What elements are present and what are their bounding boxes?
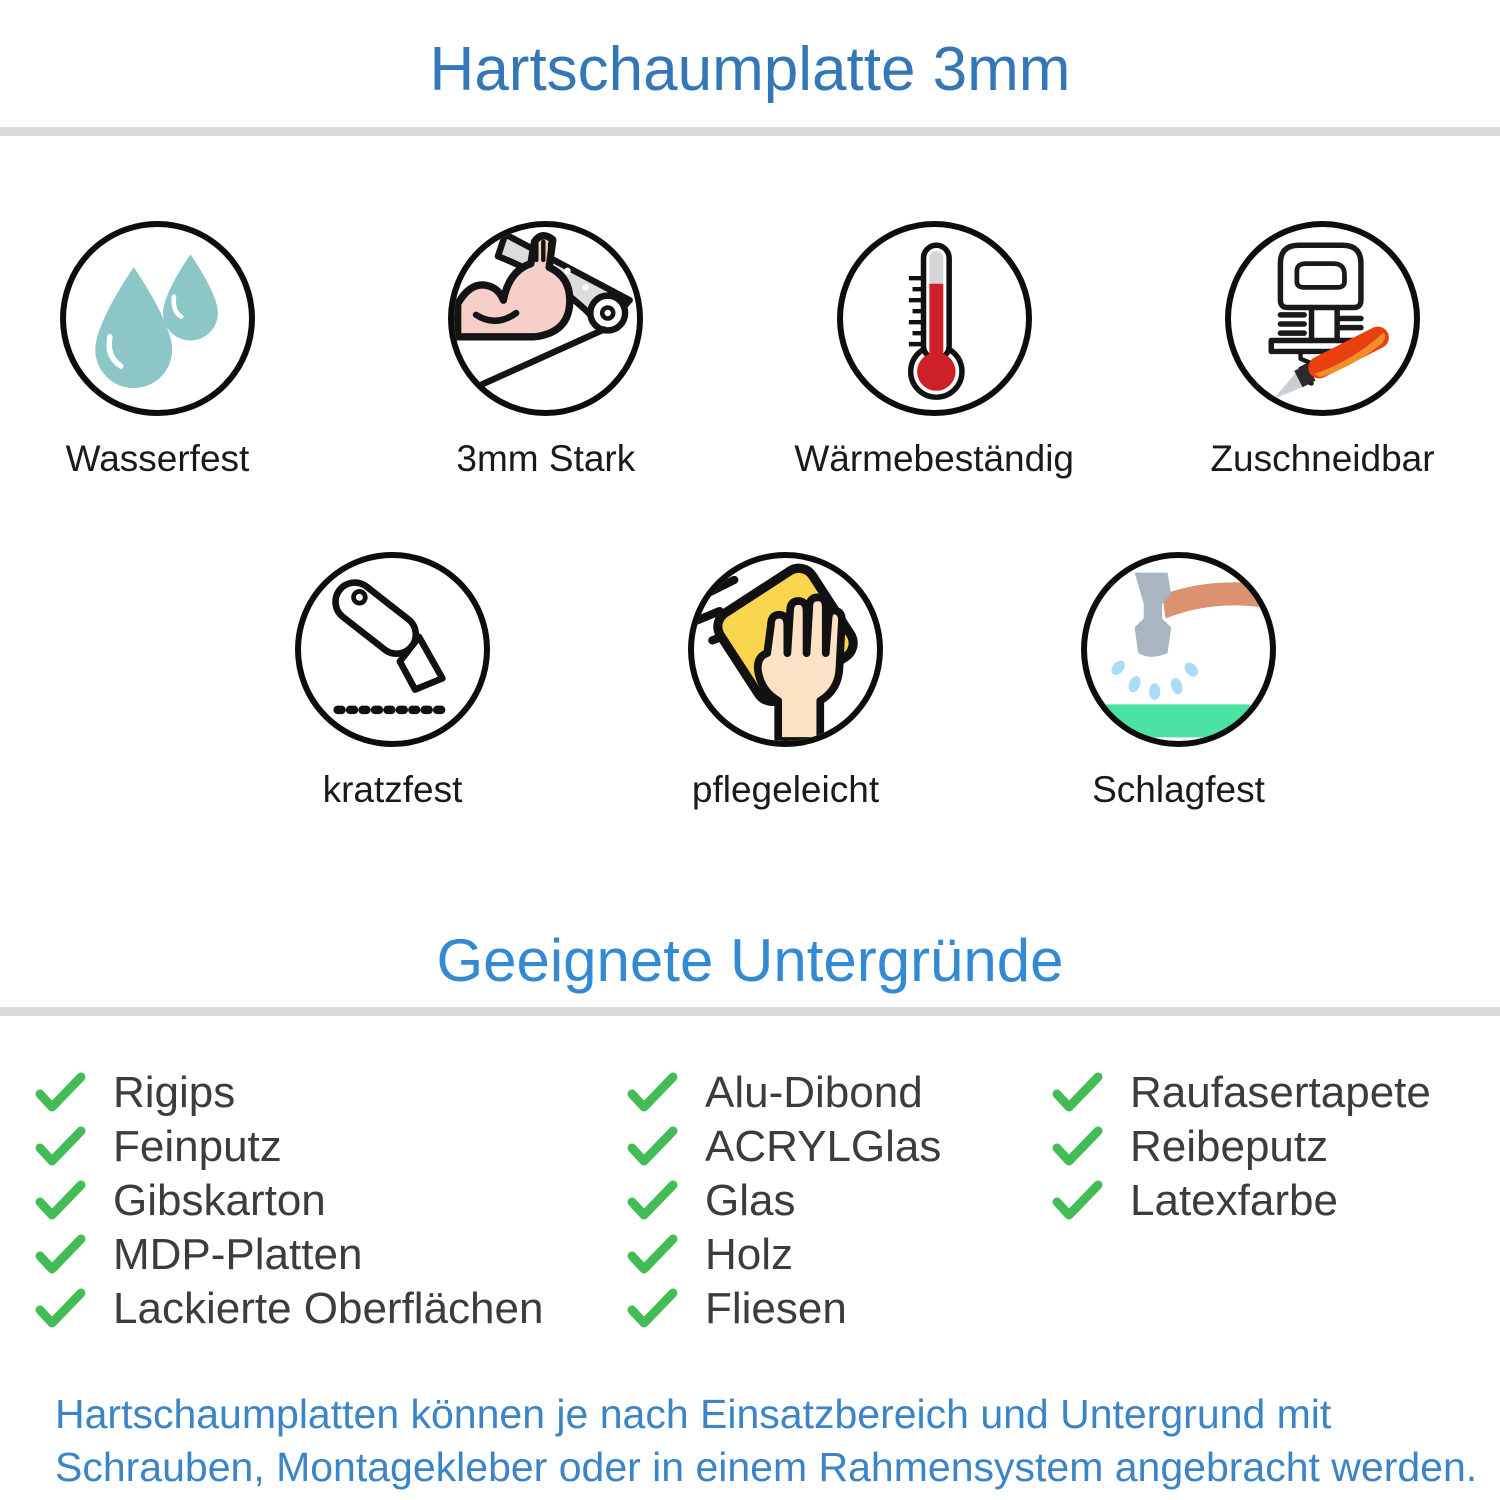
feature-waterproof <box>60 221 255 480</box>
feature-cuttable <box>1210 221 1435 480</box>
substrate-label: Alu-Dibond <box>705 1068 923 1117</box>
list-item <box>35 1066 627 1120</box>
list-item <box>35 1228 627 1282</box>
checkmark-icon <box>627 1180 679 1222</box>
feature-label: Zuschneidbar <box>1210 438 1435 479</box>
substrate-label: Holz <box>705 1230 794 1279</box>
checkmark-icon <box>35 1288 87 1330</box>
substrate-label: Latexfarbe <box>1130 1176 1338 1225</box>
list-item <box>35 1282 627 1336</box>
feature-label: 3mm Stark <box>456 438 636 479</box>
list-item <box>1052 1120 1431 1174</box>
feature-scratchproof <box>295 552 490 811</box>
substrate-label: Raufasertapete <box>1130 1068 1431 1117</box>
substrate-label: Reibeputz <box>1130 1122 1329 1171</box>
checkmark-icon <box>35 1072 87 1114</box>
substrate-label: Gibskarton <box>113 1176 326 1225</box>
divider-bar-middle <box>0 1007 1500 1016</box>
list-item <box>627 1174 1052 1228</box>
hammer-impact-icon <box>1081 552 1276 747</box>
substrates-column-2 <box>627 1066 1052 1336</box>
thermometer-icon <box>837 221 1032 416</box>
features-row-1 <box>0 136 1500 480</box>
substrate-label: Rigips <box>113 1068 236 1117</box>
substrates-column-1 <box>35 1066 627 1336</box>
list-item <box>627 1282 1052 1336</box>
checkmark-icon <box>627 1234 679 1276</box>
feature-label: pflegeleicht <box>691 769 880 810</box>
checkmark-icon <box>35 1126 87 1168</box>
page-title: Hartschaumplatte 3mm <box>429 35 1071 104</box>
list-item <box>35 1174 627 1228</box>
substrate-label: Lackierte Oberflächen <box>113 1284 544 1333</box>
jigsaw-cutter-icon <box>1225 221 1420 416</box>
checkmark-icon <box>35 1234 87 1276</box>
feature-thickness <box>448 221 643 480</box>
utility-knife-icon <box>295 552 490 747</box>
list-item <box>627 1120 1052 1174</box>
checkmark-icon <box>1052 1072 1104 1114</box>
substrate-label: Glas <box>705 1176 796 1225</box>
checkmark-icon <box>627 1288 679 1330</box>
feature-heat-resistant <box>794 221 1074 480</box>
substrate-label: Fliesen <box>705 1284 847 1333</box>
muscle-arm-icon <box>448 221 643 416</box>
section-title-substrates: Geeignete Untergründe <box>436 927 1064 994</box>
checkmark-icon <box>627 1072 679 1114</box>
divider-bar-top <box>0 127 1500 136</box>
feature-label: Wärmebeständig <box>794 438 1074 479</box>
list-item <box>627 1228 1052 1282</box>
list-item <box>1052 1174 1431 1228</box>
mounting-note: Hartschaumplatten können je nach Einsatzbereich und Untergrund mit Schrauben, Montagekleber oder in einem Rahmensystem angebracht werden. <box>55 1391 1478 1491</box>
substrate-label: Feinputz <box>113 1122 282 1171</box>
checkmark-icon <box>35 1180 87 1222</box>
substrates-column-3 <box>1052 1066 1431 1228</box>
feature-easy-care <box>688 552 883 811</box>
checkmark-icon <box>627 1126 679 1168</box>
substrate-label: MDP-Platten <box>113 1230 363 1279</box>
substrate-label: ACRYLGlas <box>705 1122 942 1171</box>
feature-label: Schlagfest <box>1092 769 1265 810</box>
checkmark-icon <box>1052 1180 1104 1222</box>
feature-label: kratzfest <box>322 769 463 810</box>
list-item <box>35 1120 627 1174</box>
features-row-2 <box>295 552 1500 811</box>
water-drops-icon <box>60 221 255 416</box>
list-item <box>627 1066 1052 1120</box>
wiping-hand-icon <box>688 552 883 747</box>
substrates-checklist <box>0 1066 1500 1336</box>
feature-impact-resistant <box>1081 552 1276 811</box>
checkmark-icon <box>1052 1126 1104 1168</box>
list-item <box>1052 1066 1431 1120</box>
feature-label: Wasserfest <box>65 438 250 479</box>
